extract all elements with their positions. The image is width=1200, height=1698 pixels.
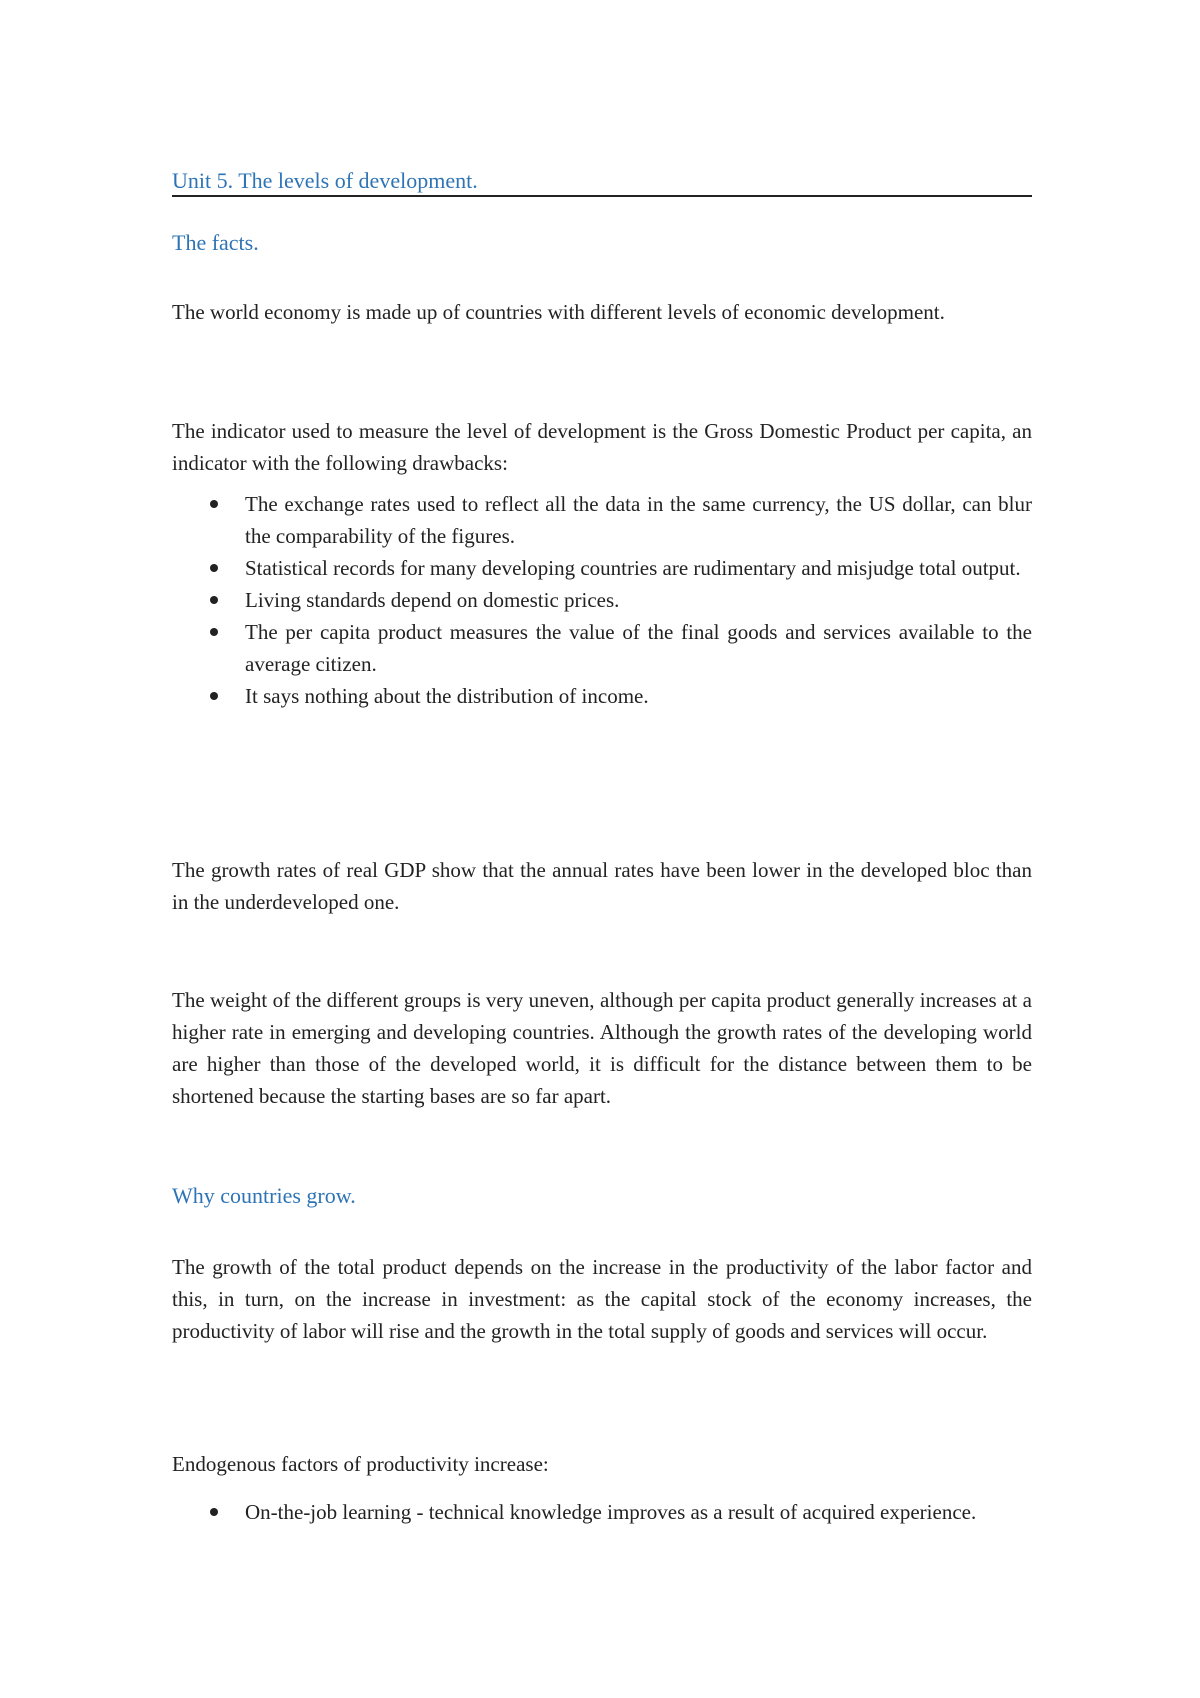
section-heading-facts: The facts. [172,230,259,255]
list-item-text: It says nothing about the distribution of income. [245,684,649,708]
list-item [172,680,1032,712]
drawbacks-list [172,488,1032,712]
bullet-icon [210,596,218,604]
list-item-text: The exchange rates used to reflect all the data in the same currency, the US dollar, can blur the comparability of the figures. [245,492,1032,548]
factors-list [172,1496,1032,1528]
paragraph-world-economy: The world economy is made up of countries with different levels of economic development. [172,300,945,324]
paragraph-weight-groups: The weight of the different groups is very uneven, although per capita product generally increases at a higher rate in emerging and developing countries. Although the growth rates of the developing world are higher than those of the developed world, it is difficult for the distance between them to be shortened because the starting bases are so far apart. [172,988,1032,1108]
paragraph-growth-rates: The growth rates of real GDP show that the annual rates have been lower in the developed bloc than in the underdeveloped one. [172,858,1032,914]
list-item [172,1496,1032,1528]
list-item [172,616,1032,680]
list-item [172,552,1032,584]
paragraph-endogenous: Endogenous factors of productivity increase: [172,1452,549,1476]
list-item [172,488,1032,552]
document-title: Unit 5. The levels of development. [172,166,1032,197]
bullet-icon [210,628,218,636]
list-item-text: On-the-job learning - technical knowledge improves as a result of acquired experience. [245,1500,977,1524]
list-item-text: Statistical records for many developing countries are rudimentary and misjudge total output. [245,556,1021,580]
bullet-icon [210,1508,218,1516]
list-item-text: Living standards depend on domestic prices. [245,588,620,612]
list-item-text: The per capita product measures the value of the final goods and services available to the average citizen. [245,620,1032,676]
bullet-icon [210,692,218,700]
paragraph-indicator: The indicator used to measure the level of development is the Gross Domestic Product per capita, an indicator with the following drawbacks: [172,419,1032,475]
section-heading-why-grow: Why countries grow. [172,1183,356,1208]
bullet-icon [210,500,218,508]
bullet-icon [210,564,218,572]
paragraph-total-product: The growth of the total product depends on the increase in the productivity of the labor factor and this, in turn, on the increase in investment: as the capital stock of the economy increases, the productivity of labor will rise and the growth in the total supply of goods and services will occur. [172,1255,1032,1343]
list-item [172,584,1032,616]
